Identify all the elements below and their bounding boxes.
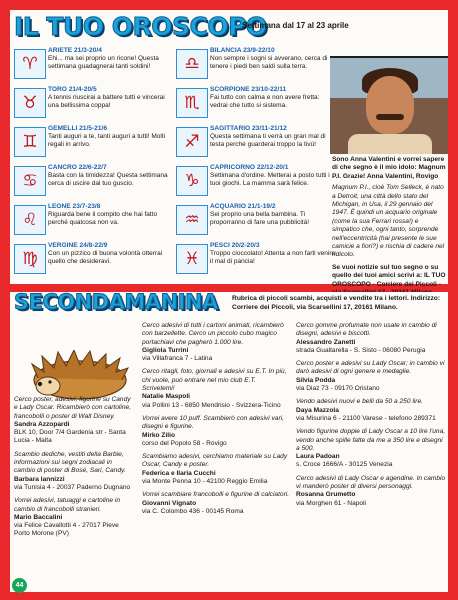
sign-5	[14, 202, 176, 238]
classified-ad	[14, 451, 134, 492]
sign-text: Settimana d'ordine. Metterai a posto tutti i tuoi giochi. La mamma sarà felice.	[210, 172, 330, 187]
secondamanina-section	[10, 292, 448, 592]
sign-text: Fai tutto con calma e non avere fretta: vedrai che tutto si sistema.	[210, 94, 320, 109]
sign-4	[14, 163, 176, 199]
sign-9	[176, 124, 338, 160]
ad-name: Natalie Maspoli	[142, 393, 191, 401]
letter-answer: Magnum P.I., cioè Tom Selleck, è nato a Detroit, una città dello stato del Michigan, in Usa, il 29 gennaio del 1947. È quindi un acquario originale (come la sua Ferrari rossa!) e simpatico che, ogni tanto, sorprende nell'eccentricità (hai presente le sue camicie a fiori?) e rischia di cadere nel ridicolo.	[332, 184, 445, 259]
sign-name: CAPRICORNO 22/12-20/1	[210, 164, 289, 171]
sign-name: LEONE 23/7-23/8	[48, 203, 101, 210]
ad-text: Cerco poster, adesivi, figurine su Candy e Lady Oscar. Ricambierò con cartoline, francobolli o poster di Walt Disney.	[14, 396, 132, 420]
sign-name: SAGITTARIO 23/11-21/12	[210, 125, 287, 132]
sign-12	[176, 241, 338, 277]
ad-text: Scambiamo adesivi, cerchiamo materiale su Lady Oscar, Candy e poster.	[142, 453, 288, 469]
ad-text: Cerco ritagli, foto, giornali e adesivi su E.T. In più, chi vuole, può entrare nel mio club E.T. Scrivetemi!	[142, 368, 287, 393]
ad-address: strada Gualtarella - S. Sisto - 06080 Perugia	[296, 346, 426, 354]
sign-7	[176, 46, 338, 82]
ad-address: BLK 10, Door 7/4 Gardenia str - Santa Lucia - Malta	[14, 429, 126, 445]
sign-name: TORO 21/4-20/5	[48, 86, 97, 93]
ad-text: Vendo adesivi nuovi e belli da 50 a 250 lire.	[296, 398, 423, 406]
ad-text: Cerco adesivi di tutti i cartoni animati, ricambierò con barzellette. Cerco un piccolo cubo magico portachiavi che pagherò 1.000 lire.	[142, 322, 284, 346]
ad-text: Cerco gomme profumate non usate in cambio di disegni, adesivi e biscotti.	[296, 322, 437, 338]
sign-text: A tennis riuscirai a battere tutti e vincerai una bellissima coppa!	[48, 94, 165, 109]
sign-text: Riguarda bene il compito che hai fatto perché qualcosa non va.	[48, 211, 158, 226]
ad-address: via Felice Cavallotti 4 - 27017 Pieve Porto Morone (PV)	[14, 522, 119, 538]
sign-name: ARIETE 21/3-20/4	[48, 47, 102, 54]
ad-name: Daya Mazzola	[296, 406, 339, 414]
zodiac-icon: ♎	[176, 49, 208, 79]
classified-ad	[142, 322, 290, 363]
classified-ad	[296, 475, 446, 508]
sign-text: Tanti auguri a te, tanti auguri a tutti! Molti regali in arrivo.	[48, 133, 166, 148]
zodiac-icon: ♊	[14, 127, 46, 157]
ad-address: via Monte Penna 10 - 42100 Reggio Emilia	[142, 478, 268, 486]
ad-address: via Tunisia 4 - 20037 Paderno Dugnano	[14, 483, 131, 491]
sign-text: Sei proprio una bella bambina. Ti proporranno di fare una pubblicità!	[210, 211, 310, 226]
magnum-photo	[330, 56, 448, 154]
classified-ad	[296, 322, 446, 355]
ad-name: Federica e Ilaria Cucchi	[142, 469, 216, 477]
sign-text: Basta con la timidezza! Questa settimana cerca di uscire dal tuo guscio.	[48, 172, 168, 187]
sign-1	[14, 46, 176, 82]
sign-10	[176, 163, 338, 199]
zodiac-icon: ♓	[176, 244, 208, 274]
secondamanina-title: SECONDAMANINA	[14, 290, 218, 314]
sign-8	[176, 85, 338, 121]
ad-text: Vorrei scambiare francobolli e figurine di calciatori.	[142, 491, 290, 499]
zodiac-icon: ♉	[14, 88, 46, 118]
sign-name: PESCI 20/2-20/3	[210, 242, 260, 249]
ad-text: Vendo figurine doppie di Lady Oscar a 10 lire l'una, vendo anche spille fatte da me a 350 lire e disegni a 500.	[296, 428, 446, 452]
page-number: 44	[12, 578, 27, 593]
classified-ad	[296, 360, 446, 393]
ad-text: Vorrei avere 10 puff. Scambierò con adesivi vari, disegni e figurine.	[142, 414, 284, 431]
ads-column-2	[142, 322, 290, 521]
ad-text: Vorrei adesivi, tatuaggi e cartoline in cambio di francobolli stranieri.	[14, 497, 121, 513]
ad-name: Mario Baccalini	[14, 513, 63, 521]
ad-address: via Pollini 13 - 6850 Mendrisio - Svizzera-Ticino	[142, 401, 281, 409]
ad-name: Sandra Azzopardi	[14, 420, 70, 428]
ad-name: Giovanni Vignato	[142, 499, 197, 507]
ad-address: via Diaz 73 - 09170 Oristano	[296, 385, 380, 393]
classified-ad	[142, 415, 290, 448]
secondamanina-description: Rubrica di piccoli scambi, acquisti e vendite tra i lettori. Indirizzo: Corriere dei Piccoli, via Scarsellini 17, 20161 Milano.	[232, 295, 441, 311]
ad-name: Barbara Iannizzi	[14, 475, 65, 483]
zodiac-icon: ♐	[176, 127, 208, 157]
sign-text: Con un pizzico di buona volontà otterrai quello che desideravi.	[48, 250, 163, 265]
ads-column-3	[296, 322, 446, 513]
ad-name: Silvia Podda	[296, 376, 336, 384]
sign-text: Non sempre i sogni si avverano, cerca di tenere i piedi ben saldi sulla terra.	[210, 55, 328, 70]
sign-name: GEMELLI 21/5-21/6	[48, 125, 107, 132]
letter-footer: Se vuoi notizie sul tuo segno o su quello dei tuoi amici scrivi a: IL TUO OROSCOPO - Corriere dei Piccoli -	[332, 263, 446, 288]
ads-column-1	[14, 396, 134, 544]
sign-11	[176, 202, 338, 238]
classified-ad	[296, 428, 446, 469]
ad-text: Cerco adesivi di Lady Oscar e agendine. In cambio vi manderò poster di diversi personaggi.	[296, 474, 446, 491]
horoscope-week: Settimana dal 17 al 23 aprile	[242, 21, 349, 30]
ad-address: s. Croce 1666/A - 30125 Venezia	[296, 461, 393, 469]
classified-ad	[14, 497, 134, 538]
ad-name: Rosanna Grumetto	[296, 491, 356, 499]
classified-ad	[14, 396, 134, 446]
sign-name: SCORPIONE 23/10-22/11	[210, 86, 287, 93]
ad-name: Mirko Zilio	[142, 431, 175, 439]
classified-ad	[296, 398, 446, 423]
zodiac-icon: ♈	[14, 49, 46, 79]
sign-name: CANCRO 22/6-22/7	[48, 164, 107, 171]
zodiac-icon: ♑	[176, 166, 208, 196]
ad-text: Cerco poster e adesivi su Lady Oscar; in cambio vi darò adesivi di ogni genere e medaglie.	[296, 360, 445, 376]
sign-text: Ehi... ma sei proprio un ricone! Questa settimana guadagnerai tanti soldini!	[48, 55, 159, 70]
ad-address: via Morghen 61 - Napoli	[296, 499, 367, 507]
ad-name: Gigliola Turrini	[142, 346, 189, 354]
sign-6	[14, 241, 176, 277]
horoscope-title: IL TUO OROSCOPO	[14, 12, 267, 41]
letter-heading: Sono Anna Valentini e vorrei sapere di che segno è il mio idolo: Magnum P.I. Grazie! Anna Valentini, Rovigo	[332, 156, 446, 180]
hedgehog-illustration	[28, 350, 132, 400]
reader-letter	[332, 156, 448, 298]
zodiac-icon: ♌	[14, 205, 46, 235]
sign-2	[14, 85, 176, 121]
sign-text: Troppo cioccolato! Attenta a non farti venire il mal di pancia!	[210, 250, 336, 265]
ad-name: Alessandro Zanetti	[296, 338, 356, 346]
zodiac-icon: ♋	[14, 166, 46, 196]
classified-ad	[142, 453, 290, 486]
sign-name: VERGINE 24/8-22/9	[48, 242, 108, 249]
zodiac-icon: ♒	[176, 205, 208, 235]
zodiac-icon: ♏	[176, 88, 208, 118]
classified-ad	[142, 368, 290, 409]
sign-3	[14, 124, 176, 160]
sign-name: BILANCIA 23/9-22/10	[210, 47, 275, 54]
ad-name: Laura Padoan	[296, 453, 340, 461]
zodiac-icon: ♍	[14, 244, 46, 274]
sign-text: Questa settimana ti verrà un gran mal di testa perché guarderai troppo la tivù!	[210, 133, 326, 148]
ad-address: via C. Colombo 436 - 00145 Roma	[142, 507, 244, 515]
ad-address: corso del Popolo 58 - Rovigo	[142, 439, 227, 447]
classified-ad	[142, 491, 290, 516]
ad-text: Scambio dediche, vestiti della Barbie, informazioni sui segni zodiacali in cambio di poster di Bosé, Sari, Candy.	[14, 450, 126, 475]
sign-name: ACQUARIO 21/1-19/2	[210, 203, 276, 210]
horoscope-section	[10, 10, 448, 288]
ad-address: via Villafranca 7 - Latina	[142, 355, 213, 363]
ad-address: via Misurina 6 - 21100 Varese - telefono 289371	[296, 414, 436, 422]
